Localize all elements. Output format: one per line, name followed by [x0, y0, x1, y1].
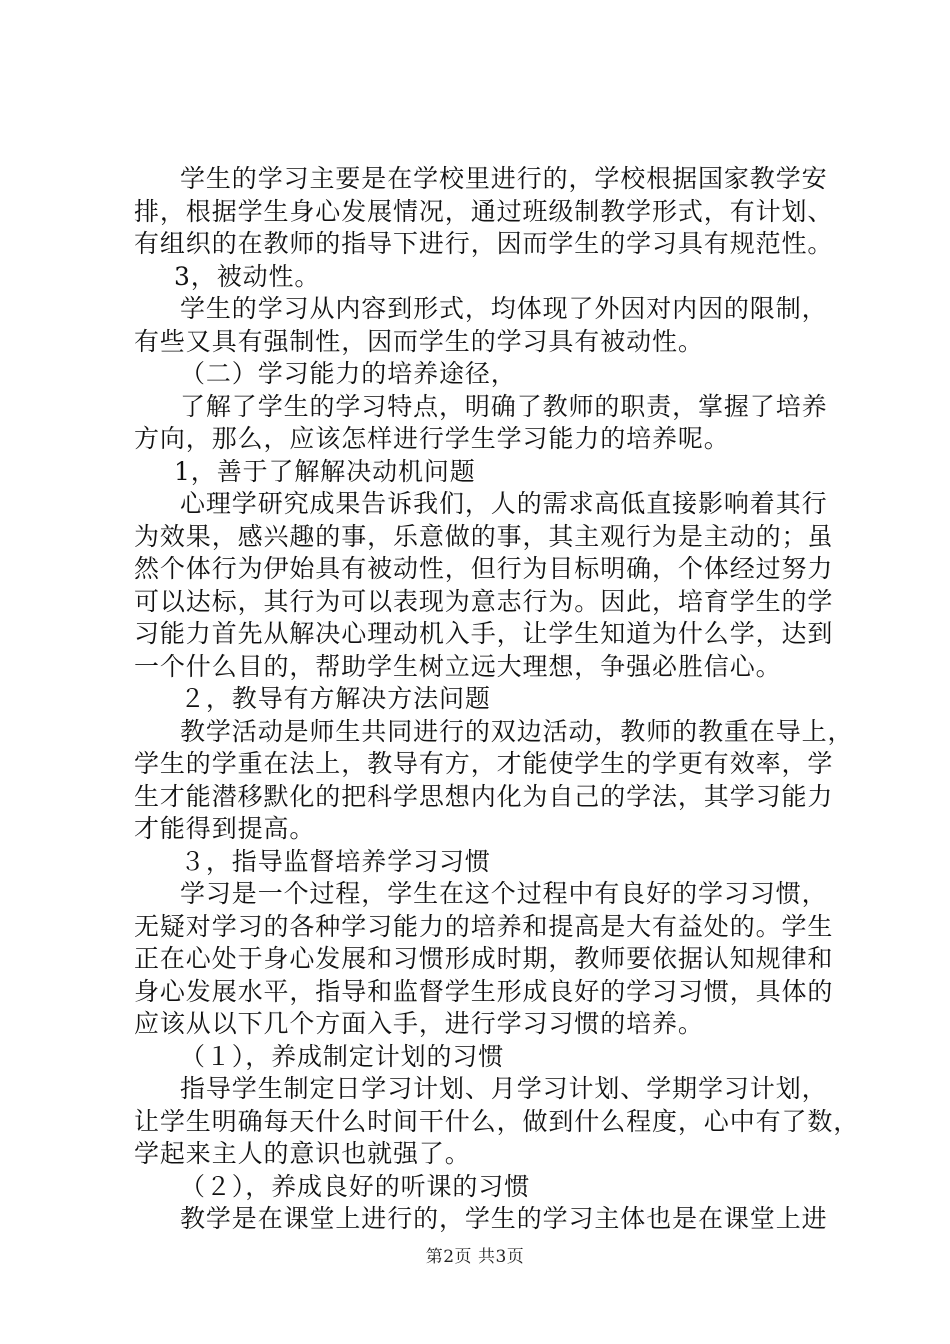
paragraph-line: 应该从以下几个方面入手，进行学习习惯的培养。 — [134, 1009, 704, 1038]
paragraph-line: 然个体行为伊始具有被动性，但行为目标明确，个体经过努力 — [134, 554, 834, 583]
paragraph-line: 方向，那么，应该怎样进行学生学习能力的培养呢。 — [134, 424, 730, 453]
paragraph-line: 让学生明确每天什么时间干什么，做到什么程度，心中有了数， — [134, 1106, 860, 1136]
paragraph-line: 生才能潜移默化的把科学思想内化为自己的学法，其学习能力 — [134, 781, 834, 811]
page-footer: 第2页 共3页 — [425, 1247, 525, 1267]
paragraph-line: 正在心处于身心发展和习惯形成时期，教师要依据认知规律和 — [134, 944, 834, 973]
paragraph-line: 学生的学习从内容到形式，均体现了外因对内因的限制， — [180, 294, 828, 323]
paragraph-line: 习能力首先从解决心理动机入手，让学生知道为什么学，达到 — [134, 619, 834, 648]
section-heading: 3，被动性。 — [174, 261, 321, 291]
paragraph-line: 教学是在课堂上进行的，学生的学习主体也是在课堂上进 — [180, 1204, 828, 1233]
section-heading: ３，指导监督培养学习习惯 — [180, 846, 491, 876]
paragraph-line: 有些又具有强制性，因而学生的学习具有被动性。 — [134, 326, 704, 356]
section-heading: ２，教导有方解决方法问题 — [180, 684, 491, 713]
paragraph-line: 身心发展水平，指导和监督学生形成良好的学习习惯，具体的 — [134, 976, 834, 1006]
paragraph-line: 指导学生制定日学习计划、月学习计划、学期学习计划， — [180, 1074, 828, 1103]
paragraph-line: 有组织的在教师的指导下进行，因而学生的学习具有规范性。 — [134, 229, 834, 258]
paragraph-line: 学生的学重在法上，教导有方，才能使学生的学更有效率，学 — [134, 749, 834, 778]
body-text — [134, 163, 860, 1236]
paragraph-line: 学习是一个过程，学生在这个过程中有良好的学习习惯， — [180, 879, 828, 908]
paragraph-line: 了解了学生的学习特点，明确了教师的职责，掌握了培养 — [180, 391, 828, 421]
paragraph-line: 可以达标，其行为可以表现为意志行为。因此，培育学生的学 — [134, 586, 834, 616]
paragraph-line: 学生的学习主要是在学校里进行的，学校根据国家教学安 — [180, 164, 828, 193]
paragraph-line: 无疑对学习的各种学习能力的培养和提高是大有益处的。学生 — [134, 911, 834, 941]
paragraph-line: 一个什么目的，帮助学生树立远大理想，争强必胜信心。 — [134, 651, 782, 681]
section-heading: （二）学习能力的培养途径， — [180, 359, 517, 388]
section-heading: 1，善于了解解决动机问题 — [174, 456, 476, 486]
paragraph-line: 教学活动是师生共同进行的双边活动，教师的教重在导上， — [180, 716, 854, 746]
paragraph-line: 排，根据学生身心发展情况，通过班级制教学形式，有计划、 — [134, 196, 834, 226]
paragraph-line: 心理学研究成果告诉我们，人的需求高低直接影响着其行 — [180, 489, 828, 518]
paragraph-line: 学起来主人的意识也就强了。 — [134, 1139, 471, 1168]
paragraph-line: 为效果，感兴趣的事，乐意做的事，其主观行为是主动的；虽 — [134, 521, 834, 551]
section-heading: （２），养成良好的听课的习惯 — [180, 1171, 531, 1201]
section-heading: （１），养成制定计划的习惯 — [180, 1041, 505, 1071]
paragraph-line: 才能得到提高。 — [134, 814, 316, 843]
